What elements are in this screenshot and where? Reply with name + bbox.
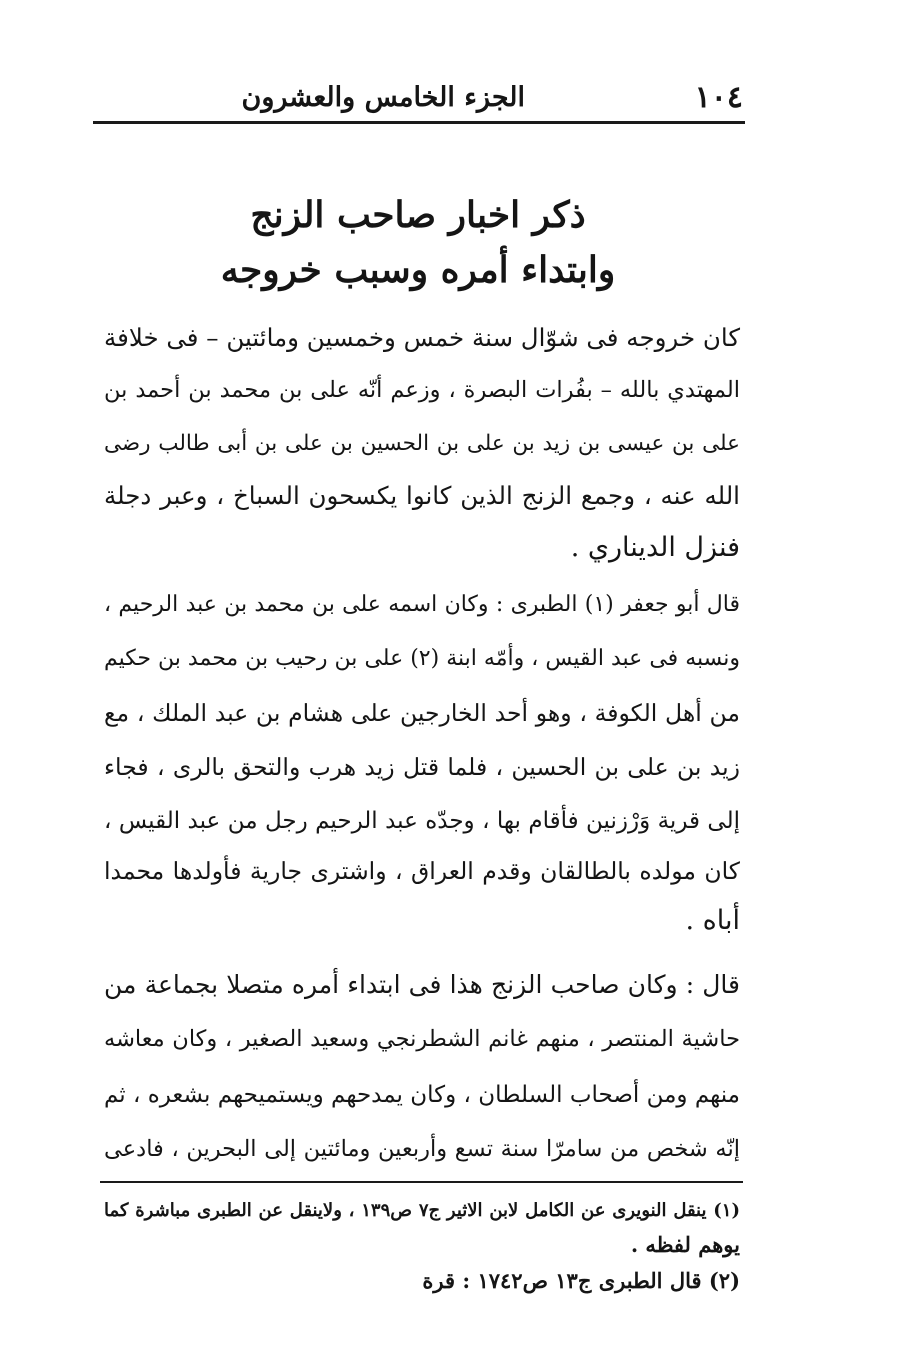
chapter-title-line-1: ذكر اخبار صاحب الزنج (250, 194, 586, 236)
paragraph-3-line-2: حاشية المنتصر ، منهم غانم الشطرنجي وسعيد الصغير ، وكان معاشه (104, 1026, 740, 1052)
page-number: ١٠٤ (694, 80, 743, 115)
header-rule (93, 121, 745, 124)
paragraph-1-line-2: المهتدي بالله – بفُرات البصرة ، وزعم أنّه على بن محمد بن أحمد بن (104, 377, 740, 403)
running-header (93, 78, 743, 118)
paragraph-1-line-4: الله عنه ، وجمع الزنج الذين كانوا يكسحون السباخ ، وعبر دجلة (104, 481, 740, 510)
paragraph-3-line-4: إنّه شخص من سامرّا سنة تسع وأربعين ومائتين إلى البحرين ، فادعى (104, 1136, 740, 1162)
paragraph-1-line-5: فنزل الديناري . (570, 532, 740, 563)
paragraph-2-line-2: ونسبه فى عبد القيس ، وأمّه ابنة (٢) على بن رحيب بن محمد بن حكيم (104, 646, 740, 671)
paragraph-2-line-6: كان مولده بالطالقان وقدم العراق ، واشترى جارية فأولدها محمدا (104, 857, 740, 885)
footnote-1-line-2: يوهم لفظه . (630, 1232, 740, 1257)
running-title: الجزء الخامس والعشرون (241, 82, 525, 113)
paragraph-3-line-1: قال : وكان صاحب الزنج هذا فى ابتداء أمره متصلا بجماعة من (104, 970, 740, 999)
chapter-title-line-2: وابتداء أمره وسبب خروجه (220, 249, 616, 291)
paragraph-2-line-3: من أهل الكوفة ، وهو أحد الخارجين على هشام بن عبد الملك ، مع (104, 699, 740, 727)
paragraph-2-line-5: إلى قرية وَرْزنين فأقام بها ، وجدّه عبد الرحيم رجل من عبد القيس ، (104, 808, 740, 834)
footnote-1-line-1: (١) ينقل النويرى عن الكامل لابن الاثير ج٧ ص١٣٩ ، ولاينقل عن الطبرى مباشرة كما (104, 1200, 740, 1221)
paragraph-3-line-3: منهم ومن أصحاب السلطان ، وكان يمدحهم ويستميحهم بشعره ، ثم (103, 1082, 740, 1108)
footnote-rule (100, 1181, 743, 1183)
paragraph-2-line-1: قال أبو جعفر (١) الطبرى : وكان اسمه على بن محمد بن عبد الرحيم ، (104, 592, 740, 617)
paragraph-2-line-4: زيد بن على بن الحسين ، فلما قتل زيد هرب والتحق بالرى ، فجاء (104, 753, 740, 781)
footnote-2: (٢) قال الطبرى ج١٣ ص١٧٤٢ : قرة (422, 1268, 740, 1293)
paragraph-2-line-7: أباه . (685, 905, 740, 936)
paragraph-1-line-3: على بن عيسى بن زيد بن على بن الحسين بن على بن أبى طالب رضى (104, 431, 740, 456)
paragraph-1-line-1: كان خروجه فى شوّال سنة خمس وخمسين ومائتين – فى خلافة (103, 323, 740, 352)
